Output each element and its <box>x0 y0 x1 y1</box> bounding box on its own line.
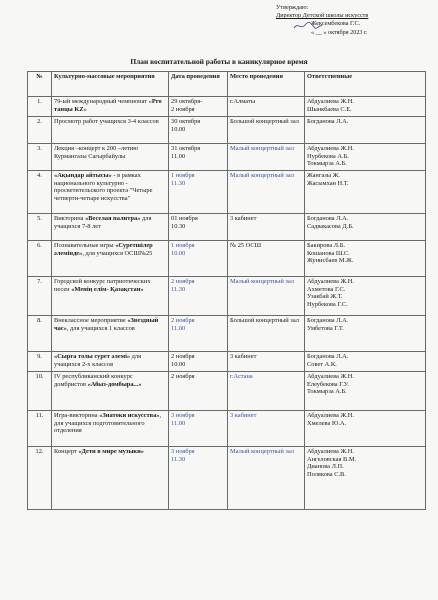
place-cell: Большой концертный зал <box>228 117 305 144</box>
event-cell <box>52 97 169 117</box>
plan-table <box>27 71 426 510</box>
date-cell: 01 ноября 10.30 <box>169 214 228 241</box>
event-text: Лекция –концерт к 200 –летию Курмангазы Сагырбайулы <box>54 145 139 160</box>
event-text: IV республиканский конкурс домбристов <box>54 373 133 388</box>
event-cell <box>52 241 169 277</box>
date-cell: 2 ноября 10.00 <box>169 352 228 372</box>
responsible-cell: Жангазы Ж. Жасымхан Н.Т. <box>305 171 426 214</box>
place-cell: Малый концертный зал <box>228 277 305 316</box>
header-place: Место проведения <box>228 72 305 97</box>
date-cell: 3 ноября 11.30 <box>169 447 228 510</box>
responsible-cell: Богданова Л.А. Умбетова Г.Т. <box>305 316 426 352</box>
event-title: «Веселая палитра» <box>85 215 141 222</box>
date-cell: 30 октября 10.00 <box>169 117 228 144</box>
approval-line-1: Утверждаю: <box>276 4 309 11</box>
header-event: Культурно-массовые мероприятия <box>52 72 169 97</box>
place-cell: № 25 ОСШ <box>228 241 305 277</box>
place-cell: Малый концертный зал <box>228 447 305 510</box>
event-text: 79-ый международный чемпионат « <box>54 98 152 105</box>
event-text: для учащихся 2-х классов <box>54 353 142 368</box>
date-cell: 2 ноября <box>169 372 228 411</box>
row-number-cell: 4. <box>28 171 52 214</box>
place-cell: Малый концертный зал <box>228 144 305 171</box>
event-title: «Звездный час» <box>54 317 159 332</box>
header-num: № <box>28 72 52 97</box>
event-title: «Абыз-домбыра...» <box>87 380 142 388</box>
row-number-cell: 8. <box>28 316 52 352</box>
date-cell: 2 ноября 11.00 <box>169 316 228 352</box>
event-cell <box>52 117 169 144</box>
page-title: План воспитательной работы в каникулярное время <box>130 57 308 66</box>
event-cell <box>52 447 169 510</box>
event-text: - в рамках национального культурно - просветительского проекта "Четыре четверти-четыре искусства" <box>54 172 153 202</box>
event-text: Познавательные игры <box>54 242 116 249</box>
event-cell <box>52 277 169 316</box>
place-cell: г.Астана <box>228 372 305 411</box>
row-number-cell: 2. <box>28 117 52 144</box>
table-row <box>28 117 426 144</box>
event-title: «Знатоки искусства» <box>99 412 160 419</box>
event-title: Pro танцы KZ <box>54 98 162 113</box>
event-cell <box>52 411 169 447</box>
place-cell: Большой концертный зал <box>228 316 305 352</box>
event-cell <box>52 144 169 171</box>
event-cell <box>52 352 169 372</box>
responsible-cell: Абдуалиева Ж.Н. Ангеловская В.М. Дианова Л.П. Полякова С.В. <box>305 447 426 510</box>
responsible-cell: Абдуалиева Ж.Н. Хмелева Ю.А. <box>305 411 426 447</box>
header-responsible: Ответственные <box>305 72 426 97</box>
responsible-cell: Абдуалиева Ж.Н. Шынкбаева С.Е. <box>305 97 426 117</box>
row-number-cell: 10. <box>28 372 52 411</box>
signature-image <box>293 21 323 31</box>
approval-line-4: « __ » октября 2023 г. <box>311 28 368 36</box>
table-row <box>28 241 426 277</box>
row-number-cell: 11. <box>28 411 52 447</box>
responsible-cell: Абдуалиева Ж.Н. Ахметова Г.С. Узакбай Ж.Т. Нурбекова Г.С. <box>305 277 426 316</box>
event-text: Игра-викторина <box>54 412 100 419</box>
event-title: «Менің елім- Қазақстан» <box>71 285 144 293</box>
table-row <box>28 316 426 352</box>
table-row <box>28 447 426 510</box>
event-title: «Сырға толы сурет әлемі» <box>54 353 131 360</box>
date-cell: 29 октября- 2 ноября <box>169 97 228 117</box>
row-number-cell: 6. <box>28 241 52 277</box>
responsible-cell: Богданова Л.А. <box>305 117 426 144</box>
table-row <box>28 372 426 411</box>
table-row <box>28 411 426 447</box>
date-cell: 1 ноября 10.00 <box>169 241 228 277</box>
event-text: » <box>83 105 87 113</box>
event-text: Викторина <box>54 215 86 222</box>
date-cell: 1 ноября 11.30 <box>169 171 228 214</box>
place-cell: г.Алматы <box>228 97 305 117</box>
date-cell: 3 ноября 11.00 <box>169 411 228 447</box>
row-number-cell: 12. <box>28 447 52 510</box>
row-number-cell: 7. <box>28 277 52 316</box>
event-text: Концерт <box>54 448 79 455</box>
table-row <box>28 171 426 214</box>
event-text: Городской конкурс патриотических песен <box>54 278 151 293</box>
responsible-cell: Богданова Л.А. Садвакасова Д.Б. <box>305 214 426 241</box>
event-text: , для учащихся ОСШ№25 <box>82 249 153 257</box>
event-cell <box>52 171 169 214</box>
header-date: Дата проведения <box>169 72 228 97</box>
date-cell: 2 ноября 11.30 <box>169 277 228 316</box>
event-title: «Ақындар айтысы» <box>54 172 112 179</box>
event-cell <box>52 214 169 241</box>
approval-line-3: Жексембекова Г.С. <box>311 20 361 28</box>
table-row <box>28 277 426 316</box>
place-cell: 3 кабинет <box>228 352 305 372</box>
event-text: , для учащихся 1 классов <box>66 324 135 332</box>
event-text: Внеклассное мероприятие <box>54 317 128 324</box>
event-cell <box>52 372 169 411</box>
row-number-cell: 1. <box>28 97 52 117</box>
event-text: для учащихся 7-8 лет <box>54 215 152 230</box>
table-row <box>28 214 426 241</box>
table-row <box>28 144 426 171</box>
event-text: Просмотр работ учащихся 3-4 классов <box>54 118 159 125</box>
row-number-cell: 3. <box>28 144 52 171</box>
responsible-cell: Абдуалиева Ж.Н. Елеубекова Г.У. Токмырза А.Б. <box>305 372 426 411</box>
row-number-cell: 9. <box>28 352 52 372</box>
responsible-cell: Бакирова Л.Б. Кошанова Ш.С. Жунисбаев М.Ж. <box>305 241 426 277</box>
event-cell <box>52 316 169 352</box>
responsible-cell: Богданова Л.А. Совет А.К. <box>305 352 426 372</box>
date-cell: 31 октября 11.00 <box>169 144 228 171</box>
event-title: «Дети в мире музыки» <box>78 448 144 455</box>
place-cell: 3 кабинет <box>228 411 305 447</box>
table-row <box>28 352 426 372</box>
row-number-cell: 5. <box>28 214 52 241</box>
place-cell: Малый концертный зал <box>228 171 305 214</box>
event-text: , для учащихся подготовительного отделения <box>54 412 162 435</box>
approval-line-2: Директор Детской школы искусств <box>276 12 369 20</box>
table-header-row <box>28 72 426 97</box>
place-cell: 3 кабинет <box>228 214 305 241</box>
responsible-cell: Абдуалиева Ж.Н. Нурбекова А.Б. Токмырза А.Б. <box>305 144 426 171</box>
event-title: «Суретшілер әлемінде» <box>54 242 153 257</box>
table-row <box>28 97 426 117</box>
